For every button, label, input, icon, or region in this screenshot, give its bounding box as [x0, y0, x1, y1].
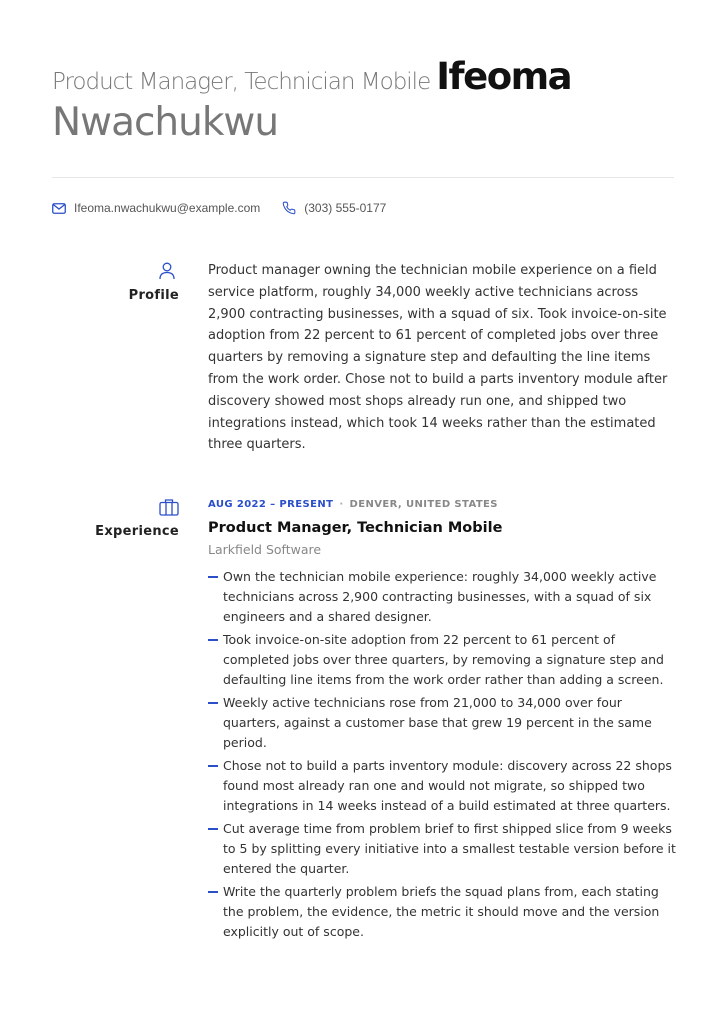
phone-contact[interactable]	[282, 201, 386, 215]
phone-text[interactable]: (303) 555-0177	[304, 201, 387, 215]
name-block	[52, 55, 674, 145]
list-item	[208, 630, 676, 690]
job-meta	[208, 498, 676, 512]
profile-heading: Profile	[128, 288, 179, 303]
job-location: DENVER, UNITED STATES	[349, 499, 498, 510]
experience-label-column	[52, 498, 179, 539]
job-role-heading: Product Manager, Technician Mobile	[52, 69, 431, 95]
email-contact[interactable]	[52, 201, 260, 215]
list-item	[208, 693, 676, 753]
profile-label-column	[52, 262, 179, 303]
briefcase-icon	[159, 498, 179, 516]
job-entry	[208, 498, 676, 942]
dash-icon	[208, 828, 218, 830]
meta-separator: ·	[339, 499, 344, 510]
job-bullets	[208, 567, 676, 942]
header-divider	[52, 177, 674, 178]
dash-icon	[208, 765, 218, 767]
last-name: Nwachukwu	[52, 100, 279, 145]
bullet-text: Cut average time from problem brief to first shipped slice from 9 weeks to 5 by splitting every initiative into a smallest testable version before it entered the quarter.	[223, 821, 676, 876]
company-name: Larkfield Software	[208, 542, 322, 557]
list-item	[208, 567, 676, 627]
job-title: Product Manager, Technician Mobile	[208, 520, 503, 536]
mail-icon	[52, 203, 66, 214]
resume-header	[52, 55, 674, 145]
phone-icon	[282, 201, 296, 215]
list-item	[208, 756, 676, 816]
profile-summary: Product manager owning the technician mobile experience on a field service platform, roughly 34,000 weekly active technicians across 2,900 contracting businesses, with a squad of six. Took invoice-on-site adoption from 22 percent to 61 percent of completed jobs over three quarters by removing a signature step and defaulting the line items from the work order. Chose not to build a parts inventory module after discovery showed most shops already run one, and shipped two integrations instead, which took 14 weeks rather than the estimated three quarters.	[208, 263, 668, 453]
dash-icon	[208, 639, 218, 641]
dash-icon	[208, 576, 218, 578]
experience-content	[208, 498, 676, 945]
list-item	[208, 882, 676, 942]
bullet-text: Own the technician mobile experience: roughly 34,000 weekly active technicians across 2,900 contracting businesses, with a squad of six engineers and a shared designer.	[223, 569, 657, 624]
dash-icon	[208, 702, 218, 704]
job-dates: AUG 2022 – PRESENT	[208, 499, 334, 510]
bullet-text: Weekly active technicians rose from 21,000 to 34,000 over four quarters, against a customer base that grew 19 percent in the same period.	[223, 695, 652, 750]
first-name: Ifeoma	[436, 55, 572, 98]
contact-bar	[52, 201, 408, 215]
bullet-text: Write the quarterly problem briefs the squad plans from, each stating the problem, the evidence, the metric it should move and the version explicitly out of scope.	[223, 884, 660, 939]
user-icon	[159, 262, 175, 280]
profile-content	[208, 260, 676, 456]
bullet-text: Chose not to build a parts inventory module: discovery across 22 shops found most already ran one and would not migrate, so shipped two integrations in 14 weeks instead of a build estimated at three quarters.	[223, 758, 672, 813]
experience-heading: Experience	[95, 524, 179, 539]
email-text[interactable]: Ifeoma.nwachukwu@example.com	[74, 201, 261, 215]
bullet-text: Took invoice-on-site adoption from 22 percent to 61 percent of completed jobs over three quarters, by removing a signature step and defaulting line items from the work order rather than adding a screen.	[223, 632, 664, 687]
dash-icon	[208, 891, 218, 893]
list-item	[208, 819, 676, 879]
